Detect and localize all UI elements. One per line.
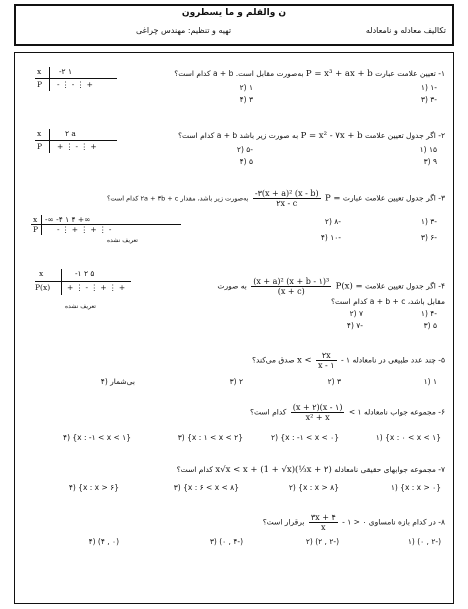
q1-option-3: -۳ (۳ [420, 95, 437, 104]
q4-option-2: ۷ (۲ [349, 309, 363, 318]
q2-table-p: P [37, 142, 43, 151]
q3-table-hline [31, 224, 181, 225]
q3-table-note: تعریف نشده [107, 237, 138, 244]
q8-denominator: x [321, 523, 326, 532]
q4-fraction [251, 277, 331, 296]
q5-option-2: ۳ (۲ [327, 377, 341, 386]
worksheet-page [14, 4, 454, 604]
question-5 [252, 351, 445, 370]
q8-text: ۸- در کدام بازه نامساوی ۰ < ۱ - [342, 517, 445, 527]
q4-sign-table [35, 269, 135, 317]
q8-numerator: ۳x + ۴ [310, 513, 336, 522]
q2-option-1: ۱۵ (۱ [419, 145, 437, 154]
question-6 [250, 403, 445, 422]
q5-text: ۵- چند عدد طبیعی در نامعادله [352, 355, 445, 365]
header-box [14, 4, 454, 46]
q5-text2: - ۱ صدق می‌کند؟ [252, 355, 351, 365]
q4-numerator: (x + a)² (x + b - ۱)³ [253, 277, 330, 286]
q3-fraction [253, 189, 321, 208]
q6-fraction [291, 403, 345, 422]
q4-table-note: تعریف نشده [65, 303, 96, 310]
q3-option-3: -۶ (۳ [420, 233, 437, 242]
q2-option-3: ۹ (۳ [423, 157, 437, 166]
q1-table-x: x [37, 67, 42, 76]
q3-table-p: P [33, 225, 39, 234]
q4-option-3: ۵ (۳ [423, 321, 437, 330]
q1-table-row2: - ⋮ - ⋮ + [57, 80, 93, 89]
q3-text2: به‌صورت زیر باشد، مقدار ۲a + ۳b + c کدام است؟ [106, 194, 249, 203]
q8-text2: برقرار است؟ [262, 517, 305, 527]
q3-text: ۳- اگر جدول تعیین علامت عبارت [342, 193, 445, 203]
q7-option-1: {x : x > ۰} (۱ [390, 483, 441, 492]
q2-expr: P = x² - ۷x + b [300, 131, 363, 141]
q3-table-vline [41, 215, 42, 235]
q8-fraction [309, 513, 338, 532]
q1-sign-table [35, 67, 125, 93]
q2-table-row1: ۲ a [65, 129, 76, 138]
q4-lhs: P(x) = [335, 281, 363, 292]
question-7 [177, 465, 445, 475]
question-1 [174, 69, 445, 79]
q2-table-vline [49, 129, 50, 153]
q2-option-4: ۵ (۴ [239, 157, 253, 166]
q5-option-1: ۱ (۱ [423, 377, 437, 386]
q8-option-4: (۰ , ۴) (۴ [88, 537, 119, 546]
q2-text: ۲- اگر جدول تعیین علامت [365, 131, 445, 140]
q6-option-2: {x : -۱ < x < ۰} (۲ [271, 433, 339, 442]
q6-option-4: {x : -۱ < x < ۱} (۴ [63, 433, 131, 442]
q6-numerator: (x + ۲)(x - ۱) [292, 403, 343, 412]
q4-table-row2: + ⋮ - ⋮ + ⋮ + [67, 283, 126, 292]
q4-table-vline [61, 269, 62, 295]
q7-text: ۷- مجموعه جوابهای حقیقی نامعادله [334, 465, 445, 474]
q3-lhs: P = [324, 193, 341, 204]
q3-table-x: x [33, 215, 38, 224]
q3-option-2: -۸ (۲ [324, 217, 341, 226]
question-8 [263, 513, 445, 532]
q8-option-2: (-۲ , ۲) (۲ [305, 537, 339, 546]
q3-denominator: ۲x - c [276, 199, 298, 208]
q8-option-1: (-۲ , ۰) (۱ [407, 537, 441, 546]
q4-text2: به صورت [217, 281, 247, 291]
q1-table-vline [49, 67, 50, 91]
q1-table-row1: -۲ ۱ [59, 67, 72, 76]
q7-option-3: {x : ۶ < x < ۸} (۳ [173, 483, 239, 492]
q2-sign-table [35, 129, 125, 155]
q3-option-4: -۱۰ (۴ [320, 233, 341, 242]
q3-sign-table [31, 215, 181, 249]
q4-table-row1: -۱ ۲ ۵ [75, 269, 95, 278]
q2-table-hline [35, 140, 117, 141]
q1-text: ۱- تعیین علامت عبارت [375, 69, 445, 78]
q2-table-row2: + ⋮ - ⋮ + [57, 142, 97, 151]
q1-expr: P = x³ + ax + b [305, 69, 373, 79]
q8-option-3: (-۴ , ۰) (۳ [209, 537, 243, 546]
q5-denominator: x - ۱ [317, 361, 335, 370]
q6-text2: کدام است؟ [250, 407, 287, 417]
q6-option-1: {x : ۰ < x < ۱} (۱ [375, 433, 441, 442]
q4-text3: مقابل باشد، a + b + c کدام است؟ [331, 297, 445, 306]
q1-option-4: ۳ (۴ [239, 95, 253, 104]
q4-option-4: -۷ (۴ [346, 321, 363, 330]
question-4 [217, 277, 445, 296]
q1-table-hline [35, 78, 117, 79]
q1-text2: به‌صورت مقابل است. a + b کدام است؟ [174, 69, 304, 78]
q5-option-3: ۲ (۳ [229, 377, 243, 386]
questions-box [14, 52, 454, 604]
q7-option-2: {x : x > ۸} (۲ [288, 483, 339, 492]
question-3 [107, 189, 445, 208]
q2-option-2: -۵ (۲ [236, 145, 253, 154]
q4-table-p: P(x) [35, 283, 51, 292]
q5-lhs: x < [296, 355, 312, 366]
q1-table-p: P [37, 80, 43, 89]
q6-text: ۶- مجموعه جواب نامعادله ۱ > [348, 407, 445, 417]
q5-numerator: ۲x [316, 351, 337, 361]
header-author: تهیه و تنظیم: مهندس چراغی [136, 26, 232, 35]
q4-text: ۴- اگر جدول تعیین علامت [365, 281, 445, 291]
q1-option-2: ۱ (۲ [239, 83, 253, 92]
q3-table-row1: -∞ -۴ ۱ ۴ +∞ [45, 215, 91, 224]
q7-expr: x√x < x + (1 + √x)(⅓x + ۲) [215, 465, 332, 475]
header-title: تکالیف معادله و نامعادله [365, 26, 446, 35]
q1-option-1: -۱ (۱ [420, 83, 437, 92]
q4-table-x: x [39, 269, 44, 278]
q6-option-3: {x : ۱ < x < ۲} (۳ [177, 433, 243, 442]
q4-table-hline [35, 281, 131, 282]
q3-table-row2: - ⋮ + ⋮ + ⋮ - [57, 225, 112, 234]
q7-option-4: {x : x > ۶} (۴ [68, 483, 119, 492]
header-verse: ن والقلم و ما يسطرون [181, 8, 287, 18]
q4-denominator: (x + c) [277, 287, 305, 296]
q2-text2: به صورت زیر باشد a + b کدام است؟ [178, 131, 299, 140]
q6-denominator: x² + x [305, 413, 330, 422]
question-2 [178, 131, 445, 141]
q7-text2: کدام است؟ [176, 465, 214, 474]
q4-option-1: -۴ (۱ [420, 309, 437, 318]
q2-table-x: x [37, 129, 42, 138]
q3-numerator: -۳(x + a)² (x - b) [254, 189, 319, 198]
q3-option-1: -۳ (۱ [420, 217, 437, 226]
q5-option-4: بی‌شمار (۴ [100, 377, 135, 386]
q5-fraction [316, 351, 337, 370]
